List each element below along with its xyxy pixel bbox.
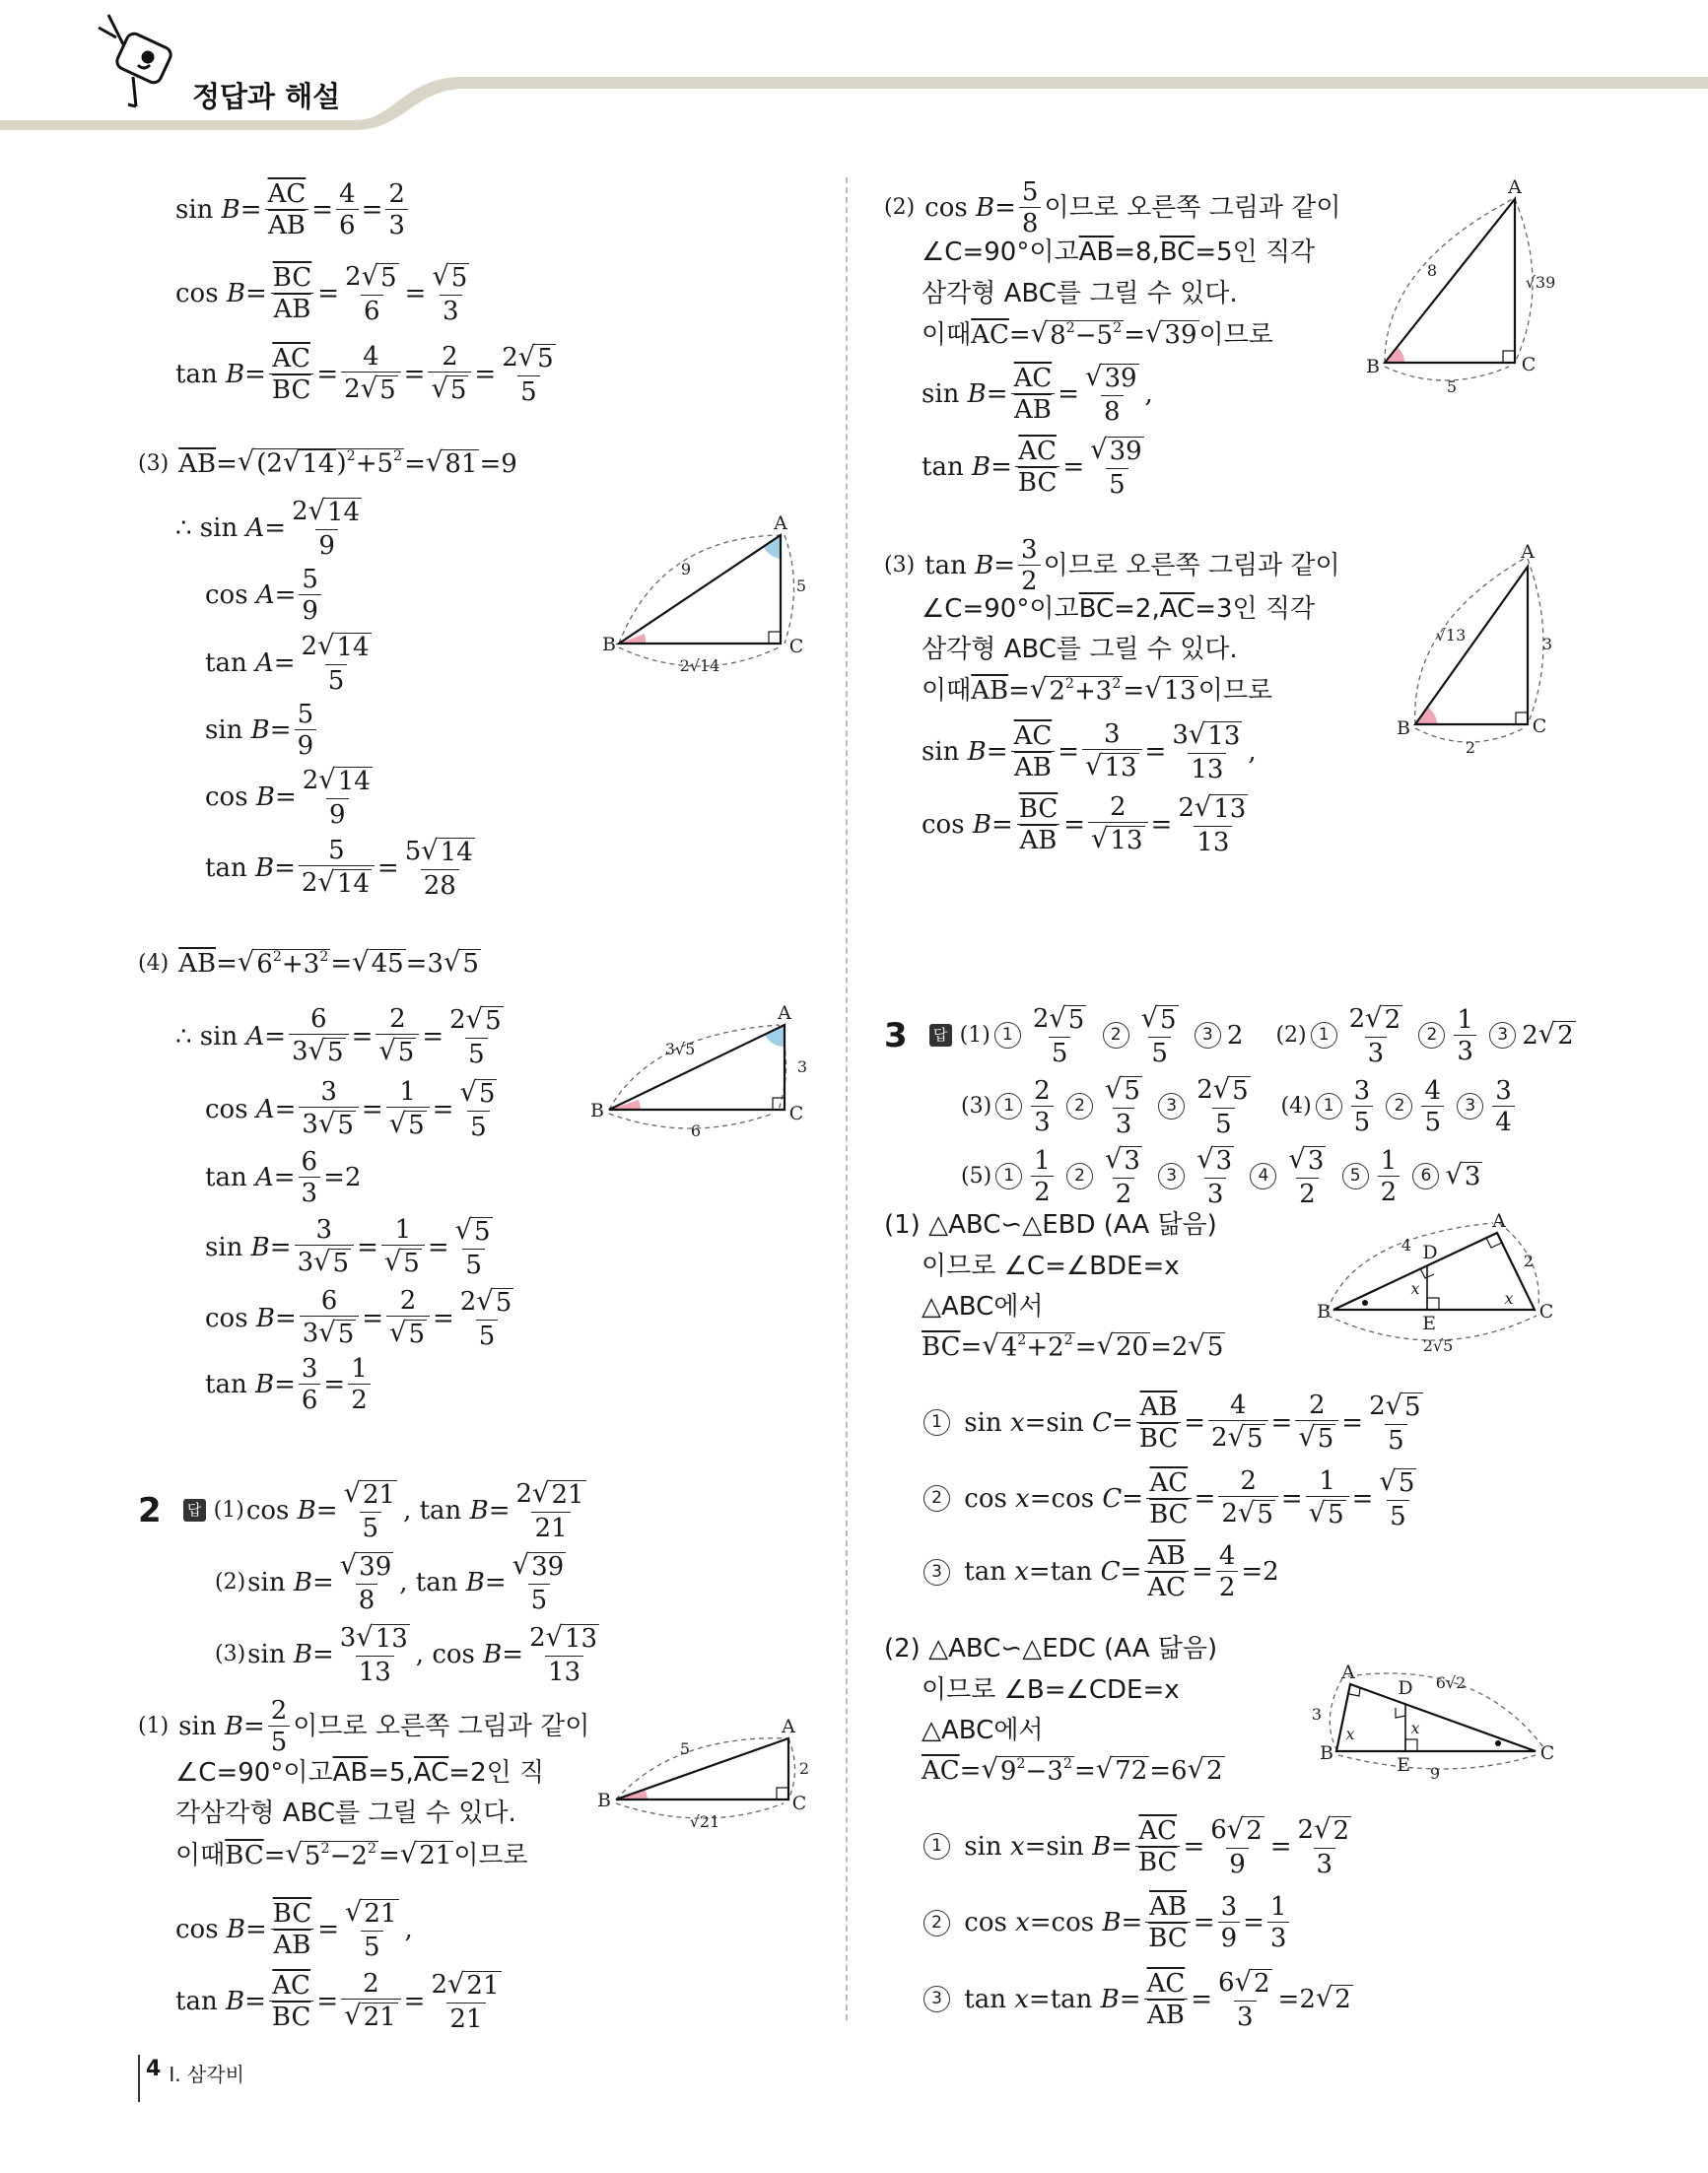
eq-3-sinA: ∴ sin A = 2 √ 14 9 bbox=[175, 496, 361, 561]
figure-triangle-p2 bbox=[1355, 177, 1572, 404]
eq-4-cosB: cos B = 6 3 √ 5 = 2 √ 5 = 2 √ 5 5 bbox=[205, 1286, 512, 1351]
side-label: √21 bbox=[689, 1812, 720, 1831]
side-label: 5 bbox=[679, 1739, 691, 1758]
q3-2-inabc: △ABC에서 bbox=[922, 1716, 1044, 1745]
q3-2-sin: 1 sin x =sin B = $\frac{\overline{AC}}{BC}$ = 6 √ 2 9 = 2 √ 2 3 bbox=[922, 1816, 1357, 1877]
figure-triangle-p3 bbox=[1380, 537, 1577, 759]
p3-AB: 이때 $\overline{AB}$ = √ $2^2+3^2$ = √ 13 이므로 bbox=[922, 674, 1273, 707]
p2-cond: ∠C=90°이고 $\overline{AB}$ =8, $\overline{BC}$ =5인 직각 bbox=[922, 238, 1316, 267]
q3-2-similar: (2) △ABC∽△EDC (AA 닮음) bbox=[884, 1634, 1218, 1664]
q3-2-AC: $\overline{AC}$ = √ $9^2-3^2$ = √ 72 =6 √ 2 bbox=[922, 1754, 1223, 1787]
figure-triangle-q3-1 bbox=[1316, 1207, 1567, 1355]
vertex-label: B bbox=[1397, 717, 1410, 739]
p2-sinB: sin B = $\frac{\overline{AC}}{AB}$ = √ 39 8 , bbox=[922, 362, 1153, 427]
side-label: √13 bbox=[1435, 626, 1467, 645]
footer bbox=[138, 2055, 244, 2102]
side-label: 3√5 bbox=[664, 1040, 696, 1058]
figure-triangle-3 bbox=[591, 508, 828, 685]
eq-4-tanA: tan A = $\frac{6}{3}$ =2 bbox=[205, 1147, 362, 1208]
q2-1-tanB: tan B = $\frac{\overline{AC}}{BC}$ = 2 √ 21 = 2 √ 21 21 bbox=[175, 1969, 500, 2034]
eq-4-cosA: cos A = 3 3 √ 5 = 1 √ 5 = √ 5 5 bbox=[205, 1077, 496, 1142]
side-label: 3 bbox=[796, 1057, 808, 1076]
q3-1-inabc: △ABC에서 bbox=[922, 1292, 1044, 1322]
column-divider bbox=[846, 177, 848, 2020]
p3-sinB: sin B = $\frac{\overline{AC}}{AB}$ = 3 √ 13 = 3 √ 13 13 , bbox=[922, 719, 1257, 784]
q3-answer-row3: (5) 1 $\frac{1}{2}$ 2 √ 3 2 3 √ 3 3 4 √ 3 2 5 $\frac{1}{2}$ 6 √ 3 bbox=[961, 1144, 1481, 1209]
p3-cosB: cos B = $\frac{\overline{BC}}{AB}$ = 2 √ 13 = 2 √ 13 13 bbox=[922, 792, 1247, 857]
eq-4-AB: (4) $\overline{AB}$ = √ $6^2+3^2$ = √ 45 =3 √ 5 bbox=[138, 947, 479, 980]
vertex-label: C bbox=[788, 1103, 804, 1124]
q3-2-cos: 2 cos x =cos B = $\frac{\overline{AB}}{BC}$ = $\frac{3}{9}$ = $\frac{1}{3}$ bbox=[922, 1894, 1292, 1951]
chapter-title: I. 삼각비 bbox=[169, 2063, 244, 2086]
vertex-label: A bbox=[782, 1716, 795, 1737]
vertex-label: A bbox=[1492, 1210, 1506, 1232]
angle-label: x bbox=[1410, 1719, 1420, 1737]
angle-label: x bbox=[1504, 1289, 1514, 1308]
vertex-label: B bbox=[602, 634, 616, 655]
q3-1-cos: 2 cos x =cos C = $\frac{\overline{AC}}{BC}$ = 2 2 √ 5 = 1 √ 5 = √ 5 5 bbox=[922, 1468, 1422, 1529]
vertex-label: B bbox=[1317, 1301, 1331, 1323]
side-label: 3 bbox=[1541, 635, 1553, 653]
vertex-label: A bbox=[1521, 541, 1535, 563]
p3-draw: 삼각형 ABC를 그릴 수 있다. bbox=[922, 635, 1238, 664]
side-label: 9 bbox=[680, 560, 692, 578]
eq-3-cosB: cos B = 2 √ 14 9 bbox=[205, 765, 371, 830]
p2-AC: 이때 $\overline{AC}$ = √ $8^2-5^2$ = √ 39 이므로 bbox=[922, 318, 1273, 351]
angle-label: x bbox=[1345, 1725, 1355, 1743]
q3-2-tan: 3 tan x =tan B = $\frac{\overline{AC}}{AB}$ = 6 √ 2 3 =2 √ 2 bbox=[922, 1969, 1353, 2030]
q3-2-angle: 이므로 ∠B=∠CDE=x bbox=[922, 1675, 1180, 1705]
angle-label: x bbox=[1410, 1279, 1420, 1298]
eq-sinB-l1: sin B = $\frac{\overline{AC}}{AB}$ = $\frac{4}{6}$ = $\frac{2}{3}$ bbox=[175, 181, 411, 238]
eq-4-sinA: ∴ sin A = 6 3 √ 5 = 2 √ 5 = 2 √ 5 5 bbox=[175, 1004, 502, 1069]
side-label: 6 bbox=[690, 1121, 702, 1140]
eq-3-cosA: cos A = $\frac{5}{9}$ bbox=[205, 567, 324, 624]
vertex-label: D bbox=[1422, 1242, 1438, 1263]
side-label: 5 bbox=[1446, 377, 1458, 396]
eq-4-tanB: tan B = $\frac{3}{6}$ = $\frac{1}{2}$ bbox=[205, 1356, 374, 1413]
vertex-label: E bbox=[1397, 1754, 1410, 1776]
side-label: 2 bbox=[1523, 1252, 1535, 1270]
vertex-label: B bbox=[1366, 356, 1380, 377]
vertex-label: A bbox=[1341, 1662, 1355, 1683]
eq-tanB-l1: tan B = $\frac{\overline{AC}}{BC}$ = 4 2 √ 5 = 2 √ 5 = 2 √ 5 5 bbox=[175, 342, 554, 407]
mascot-icon bbox=[99, 15, 173, 106]
vertex-label: B bbox=[1320, 1742, 1333, 1764]
eq-3-sinB: sin B = $\frac{5}{9}$ bbox=[205, 702, 319, 759]
vertex-label: C bbox=[1539, 1742, 1555, 1764]
p2-intro: (2) cos B = $\frac{5}{8}$ 이므로 오른쪽 그림과 같이 bbox=[884, 177, 1341, 238]
vertex-label: A bbox=[778, 1002, 791, 1024]
q2-answer-3: (3) sin B = 3 √ 13 13 , cos B = 2 √ 13 13 bbox=[215, 1622, 598, 1687]
figure-triangle-q3-2 bbox=[1299, 1659, 1567, 1787]
q3-1-sin: 1 sin x =sin C = $\frac{\overline{AB}}{BC}$ = 4 2 √ 5 = 2 √ 5 = 2 √ 5 5 bbox=[922, 1392, 1429, 1454]
vertex-label: A bbox=[1508, 176, 1522, 198]
vertex-label: B bbox=[590, 1100, 604, 1121]
side-label: √39 bbox=[1525, 273, 1556, 292]
side-label: 2 bbox=[1465, 738, 1476, 757]
q3-answer-row1: 3 답 (1) 1 2 √ 5 5 2 √ 5 5 3 2 (2) 1 2 √ 2 3 2 $\frac{1}{3}$ 3 2 √ 2 bbox=[884, 1003, 1574, 1068]
eq-cosB-l1: cos B = $\frac{\overline{BC}}{AB}$ = 2 √ 5 6 = √ 5 3 bbox=[175, 261, 468, 326]
q2-1-intro: (1) sin B = $\frac{2}{5}$ 이므로 오른쪽 그림과 같이 bbox=[138, 1696, 590, 1757]
side-label: 2√14 bbox=[679, 656, 720, 675]
vertex-label: D bbox=[1398, 1677, 1413, 1699]
eq-3-tanB: tan B = 5 2 √ 14 = 5 √ 14 28 bbox=[205, 836, 473, 901]
q2-1-cosB: cos B = $\frac{\overline{BC}}{AB}$ = √ 21 5 , bbox=[175, 1897, 413, 1962]
q3-answer-row2: (3) 1 $\frac{2}{3}$ 2 √ 5 3 3 2 √ 5 5 (4) 1 $\frac{3}{5}$ 2 $\frac{4}{5}$ 3 $\frac{3}{4}$ bbox=[961, 1076, 1518, 1137]
side-label: 2 bbox=[798, 1759, 810, 1778]
vertex-label: C bbox=[1538, 1301, 1554, 1323]
vertex-label: C bbox=[1532, 715, 1547, 737]
q3-1-similar: (1) △ABC∽△EBD (AA 닮음) bbox=[884, 1210, 1217, 1240]
q3-1-BC: $\overline{BC}$ = √ $4^2+2^2$ = √ 20 =2 √ 5 bbox=[922, 1330, 1224, 1363]
figure-triangle-q2-1 bbox=[586, 1695, 828, 1833]
side-label: 6√2 bbox=[1435, 1673, 1467, 1692]
header-title: 정답과 해설 bbox=[192, 80, 341, 113]
side-label: 4 bbox=[1401, 1236, 1412, 1255]
side-label: 8 bbox=[1426, 261, 1438, 280]
figure-triangle-4 bbox=[581, 995, 828, 1153]
vertex-label: A bbox=[774, 512, 787, 534]
header-band bbox=[0, 0, 1708, 138]
side-label: 3 bbox=[1311, 1705, 1323, 1724]
q3-1-angle: 이므로 ∠C=∠BDE=x bbox=[922, 1252, 1180, 1281]
q2-1-BC: 이때 $\overline{BC}$ = √ $5^2-2^2$ = √ 21 이므로 bbox=[175, 1839, 528, 1871]
p2-tanB: tan B = $\frac{\overline{AC}}{BC}$ = √ 39 5 bbox=[922, 435, 1142, 500]
q3-1-tan: 3 tan x =tan C = $\frac{\overline{AB}}{AC}$ = $\frac{4}{2}$ =2 bbox=[922, 1543, 1279, 1600]
vertex-label: C bbox=[791, 1793, 807, 1814]
vertex-label: C bbox=[1521, 354, 1537, 375]
page-number: 4 bbox=[146, 2057, 162, 2081]
eq-3-AB: (3) $\overline{AB}$ = √ (2 √ 14 )$^2+5^2$ = √ 81 =9 bbox=[138, 446, 517, 480]
vertex-label: E bbox=[1422, 1313, 1436, 1334]
side-label: 5 bbox=[795, 577, 807, 595]
vertex-label: C bbox=[788, 636, 804, 657]
eq-4-sinB: sin B = 3 3 √ 5 = 1 √ 5 = √ 5 5 bbox=[205, 1215, 491, 1280]
vertex-label: B bbox=[597, 1790, 611, 1811]
q2-answer-1: 2 답 (1) cos B = √ 21 5 , tan B = 2 √ 21 21 bbox=[138, 1478, 584, 1543]
p2-draw: 삼각형 ABC를 그릴 수 있다. bbox=[922, 279, 1238, 308]
q2-1-draw: 각삼각형 ABC를 그릴 수 있다. bbox=[175, 1799, 516, 1828]
side-label: 2√5 bbox=[1422, 1336, 1454, 1355]
q2-1-cond: ∠C=90°이고 $\overline{AB}$ =5, $\overline{AC}$ =2인 직 bbox=[175, 1758, 545, 1788]
p3-intro: (3) tan B = $\frac{3}{2}$ 이므로 오른쪽 그림과 같이 bbox=[884, 535, 1340, 596]
p3-cond: ∠C=90°이고 $\overline{BC}$ =2, $\overline{AC}$ =3인 직각 bbox=[922, 594, 1316, 624]
q2-answer-2: (2) sin B = √ 39 8 , tan B = √ 39 5 bbox=[215, 1550, 565, 1615]
eq-3-tanA: tan A = 2 √ 14 5 bbox=[205, 631, 370, 696]
side-label: 9 bbox=[1429, 1764, 1441, 1783]
